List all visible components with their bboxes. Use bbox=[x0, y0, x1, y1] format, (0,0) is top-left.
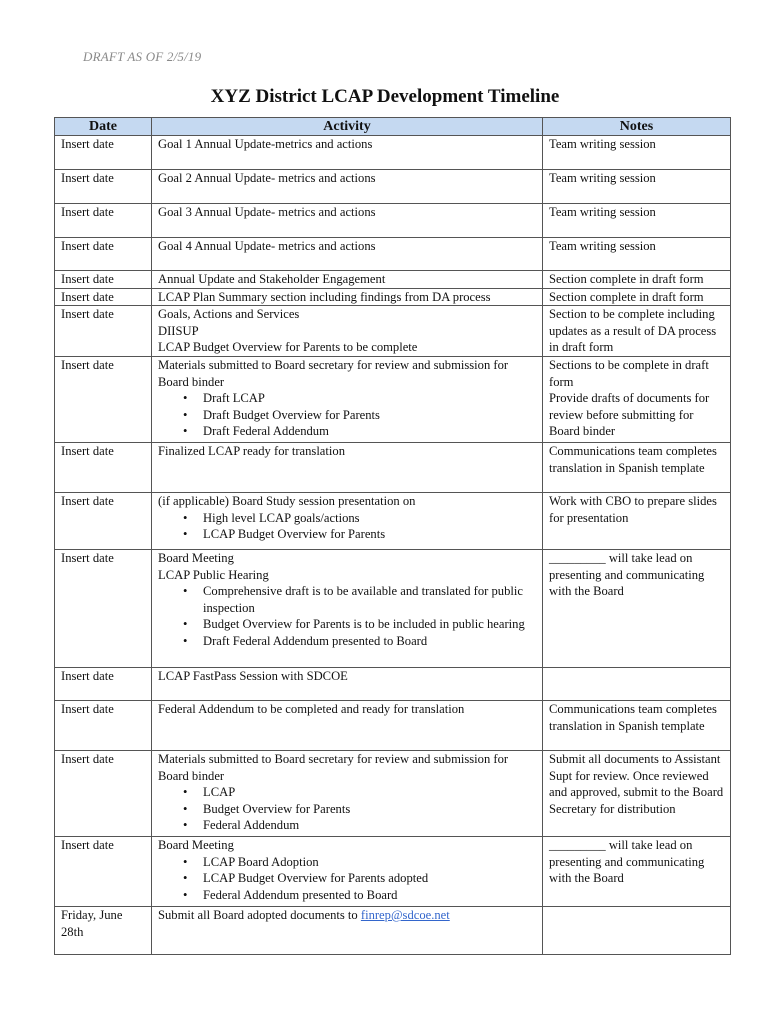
activity-line: Submit all Board adopted documents to finrep@sdcoe.net bbox=[158, 907, 450, 922]
notes-line: Team writing session bbox=[549, 205, 656, 219]
table-header-row bbox=[55, 118, 731, 136]
notes-line: Section complete in draft form bbox=[549, 272, 704, 286]
row-activity bbox=[152, 306, 543, 357]
table-row bbox=[55, 356, 731, 442]
activity-line: Goals, Actions and Services bbox=[158, 307, 300, 322]
row-notes bbox=[543, 442, 731, 492]
activity-line: Goal 4 Annual Update- metrics and actions bbox=[158, 239, 376, 253]
row-date: Insert date bbox=[55, 667, 152, 700]
row-activity bbox=[152, 288, 543, 306]
row-notes bbox=[543, 204, 731, 238]
row-activity bbox=[152, 906, 543, 954]
row-notes bbox=[543, 136, 731, 170]
notes-line: _________ will take lead on presenting and communicating with the Board bbox=[549, 837, 705, 886]
row-activity bbox=[152, 442, 543, 492]
table-row bbox=[55, 667, 731, 700]
row-date: Insert date bbox=[55, 136, 152, 170]
row-date: Insert date bbox=[55, 204, 152, 238]
row-date: Insert date bbox=[55, 306, 152, 357]
activity-bullet-item: • LCAP Board Adoption bbox=[203, 854, 536, 871]
row-date: Insert date bbox=[55, 288, 152, 306]
row-activity bbox=[152, 836, 543, 906]
row-notes bbox=[543, 492, 731, 549]
table-row bbox=[55, 238, 731, 271]
timeline-body bbox=[55, 136, 731, 955]
row-date: Insert date bbox=[55, 700, 152, 750]
row-activity bbox=[152, 271, 543, 289]
table-row bbox=[55, 170, 731, 204]
activity-bullet-item: • Federal Addendum presented to Board bbox=[203, 887, 536, 904]
table-row bbox=[55, 750, 731, 836]
row-date: Insert date bbox=[55, 492, 152, 549]
notes-line: Team writing session bbox=[549, 171, 656, 185]
activity-line: DIISUP bbox=[158, 323, 199, 338]
notes-line: Section to be complete including updates as a result of DA process in draft form bbox=[549, 307, 717, 355]
header-activity: Activity bbox=[152, 118, 543, 136]
row-activity bbox=[152, 204, 543, 238]
table-row bbox=[55, 492, 731, 549]
notes-line: Communications team completes translation in Spanish template bbox=[549, 701, 717, 733]
activity-line: (if applicable) Board Study session presentation on bbox=[158, 493, 416, 508]
row-activity bbox=[152, 356, 543, 442]
table-row bbox=[55, 306, 731, 357]
activity-line: LCAP FastPass Session with SDCOE bbox=[158, 668, 348, 683]
activity-bullet-list bbox=[158, 854, 536, 904]
table-row bbox=[55, 442, 731, 492]
row-notes bbox=[543, 238, 731, 271]
notes-line: Work with CBO to prepare slides for presentation bbox=[549, 493, 717, 525]
row-notes bbox=[543, 288, 731, 306]
row-date: Insert date bbox=[55, 238, 152, 271]
row-notes bbox=[543, 750, 731, 836]
row-notes bbox=[543, 836, 731, 906]
activity-bullet-item: • Budget Overview for Parents bbox=[203, 801, 536, 818]
notes-line: Submit all documents to Assistant Supt for review. Once reviewed and approved, submit to the Board Secretary for distribution bbox=[549, 751, 724, 816]
row-activity bbox=[152, 667, 543, 700]
notes-line: _________ will take lead on presenting and communicating with the Board bbox=[549, 550, 705, 599]
row-date: Insert date bbox=[55, 271, 152, 289]
activity-bullet-item: • Draft Federal Addendum presented to Board bbox=[203, 633, 536, 650]
table-row bbox=[55, 136, 731, 170]
activity-line: LCAP Public Hearing bbox=[158, 567, 269, 582]
notes-line: Sections to be complete in draft form bbox=[549, 357, 709, 389]
table-row bbox=[55, 700, 731, 750]
activity-line: Goal 3 Annual Update- metrics and actions bbox=[158, 205, 376, 219]
email-link[interactable]: finrep@sdcoe.net bbox=[360, 907, 450, 922]
activity-line: LCAP Plan Summary section including findings from DA process bbox=[158, 289, 491, 304]
row-notes bbox=[543, 356, 731, 442]
activity-line: Materials submitted to Board secretary for review and submission for Board binder bbox=[158, 357, 509, 389]
notes-line: Section complete in draft form bbox=[549, 289, 704, 304]
header-date: Date bbox=[55, 118, 152, 136]
notes-line: Team writing session bbox=[549, 239, 656, 253]
row-date: Insert date bbox=[55, 356, 152, 442]
table-row bbox=[55, 906, 731, 954]
row-date: Insert date bbox=[55, 836, 152, 906]
row-activity bbox=[152, 136, 543, 170]
activity-line: Goal 1 Annual Update-metrics and actions bbox=[158, 137, 373, 151]
row-notes bbox=[543, 170, 731, 204]
activity-bullet-item: • LCAP Budget Overview for Parents adopted bbox=[203, 870, 536, 887]
activity-bullet-item: • Draft Budget Overview for Parents bbox=[203, 407, 536, 424]
table-row bbox=[55, 836, 731, 906]
row-activity bbox=[152, 750, 543, 836]
row-activity bbox=[152, 492, 543, 549]
row-notes bbox=[543, 549, 731, 667]
activity-line: Finalized LCAP ready for translation bbox=[158, 443, 345, 458]
row-date: Insert date bbox=[55, 750, 152, 836]
row-date: Insert date bbox=[55, 442, 152, 492]
activity-bullet-item: • Comprehensive draft is to be available and translated for public inspection bbox=[203, 583, 536, 616]
activity-bullet-item: • High level LCAP goals/actions bbox=[203, 510, 536, 527]
row-notes bbox=[543, 306, 731, 357]
activity-line: Board Meeting bbox=[158, 837, 234, 852]
row-notes bbox=[543, 667, 731, 700]
activity-bullet-item: • LCAP bbox=[203, 784, 536, 801]
row-notes bbox=[543, 700, 731, 750]
activity-bullet-item: • Federal Addendum bbox=[203, 817, 536, 834]
activity-line: Goal 2 Annual Update- metrics and actions bbox=[158, 171, 376, 185]
notes-line: Provide drafts of documents for review before submitting for Board binder bbox=[549, 391, 710, 439]
activity-bullet-item: • Budget Overview for Parents is to be included in public hearing bbox=[203, 616, 536, 633]
table-row bbox=[55, 204, 731, 238]
activity-bullet-item: • LCAP Budget Overview for Parents bbox=[203, 526, 536, 543]
row-notes bbox=[543, 906, 731, 954]
activity-bullet-item: • Draft LCAP bbox=[203, 390, 536, 407]
activity-line: Materials submitted to Board secretary for review and submission for Board binder bbox=[158, 751, 509, 783]
activity-bullet-list bbox=[158, 510, 536, 543]
header-notes: Notes bbox=[543, 118, 731, 136]
row-notes bbox=[543, 271, 731, 289]
table-row bbox=[55, 288, 731, 306]
row-date: Insert date bbox=[55, 170, 152, 204]
activity-line: Annual Update and Stakeholder Engagement bbox=[158, 272, 386, 286]
row-activity bbox=[152, 170, 543, 204]
row-date: Friday, June 28th bbox=[55, 906, 152, 954]
timeline-table bbox=[54, 117, 731, 955]
row-date: Insert date bbox=[55, 549, 152, 667]
activity-bullet-list bbox=[158, 583, 536, 649]
table-row bbox=[55, 549, 731, 667]
activity-line: Federal Addendum to be completed and ready for translation bbox=[158, 701, 465, 716]
activity-bullet-item: • Draft Federal Addendum bbox=[203, 423, 536, 440]
activity-bullet-list bbox=[158, 784, 536, 834]
notes-line: Communications team completes translation in Spanish template bbox=[549, 443, 717, 475]
table-row bbox=[55, 271, 731, 289]
row-activity bbox=[152, 700, 543, 750]
row-activity bbox=[152, 549, 543, 667]
activity-line: Board Meeting bbox=[158, 550, 234, 565]
row-activity bbox=[152, 238, 543, 271]
draft-label: DRAFT AS OF 2/5/19 bbox=[83, 49, 202, 64]
activity-bullet-list bbox=[158, 390, 536, 440]
activity-line: LCAP Budget Overview for Parents to be complete bbox=[158, 340, 418, 355]
notes-line: Team writing session bbox=[549, 137, 656, 151]
page-title: XYZ District LCAP Development Timeline bbox=[210, 86, 560, 107]
